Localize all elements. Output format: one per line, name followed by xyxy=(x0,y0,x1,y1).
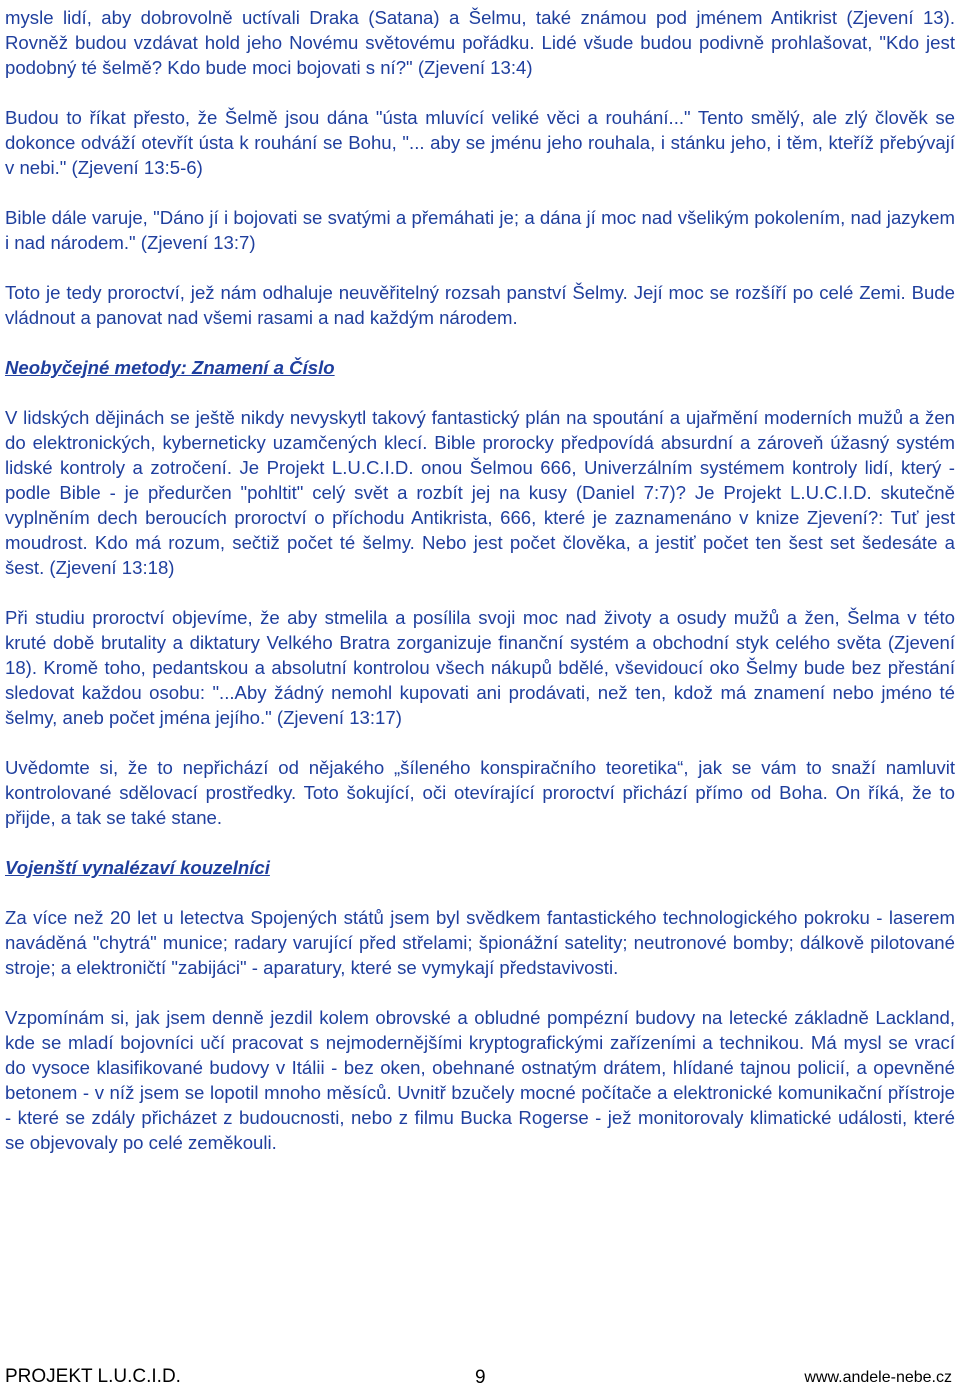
paragraph-draka: mysle lidí, aby dobrovolně uctívali Draka (Satana) a Šelmu, také známou pod jménem Antikrist (Zjevení 13). Rovněž budou vzdávat hold jeho Novému světovému pořádku. Lidé všude budou podivně prohlašovat, "Kdo jest podobný té šelmě? Kdo bude moci bojovati s ní?" (Zjevení 13:4) xyxy=(5,7,955,78)
footer-document-title: PROJEKT L.U.C.I.D. xyxy=(5,1366,181,1387)
document-body xyxy=(5,5,955,1180)
page-footer xyxy=(5,1366,952,1390)
paragraph-lackland: Vzpomínám si, jak jsem denně jezdil kolem obrovské a obludné pompézní budovy na letecké základně Lackland, kde se mladí bojovníci učí pracovat s nejmodernějšími kryptografickými zařízeními a technikou. Má mysl se vrací do vysoce klasifikované budovy v Itálii - bez oken, obehnané ostnatým drátem, hlídané tajnou policií, a opevněné betonem - v níž jsem se lopotil mnoho měsíců. Uvnitř bzučely mocné počítače a elektronické komunikační přístroje - které se zdály přicházet z budoucnosti, nebo z filmu Bucka Rogerse - jež monitorovaly klimatické události, které se objevovaly po celé zeměkouli. xyxy=(5,1007,955,1153)
heading-vojensti-kouzelnici: Vojenští vynalézaví kouzelníci xyxy=(5,857,270,878)
paragraph-usta: Budou to říkat přesto, že Šelmě jsou dána "ústa mluvící veliké věci a rouhání..." Tento smělý, ale zlý člověk se dokonce odváží otevřít ústa k rouhání se Bohu, "... aby se jménu jeho rouhala, i stánku jeho, i těm, kteříž přebývají v nebi." (Zjevení 13:5-6) xyxy=(5,107,955,178)
paragraph-letectvo: Za více než 20 let u letectva Spojených států jsem byl svědkem fantastického technologického pokroku - laserem naváděná "chytrá" munice; radary varující před střelami; špionážní satelity; neutronové bomby; dálkově pilotované stroje; a elektroničtí "zabijáci" - aparatury, které se vymykají představivosti. xyxy=(5,907,955,978)
paragraph-bojovati: Bible dále varuje, "Dáno jí i bojovati se svatými a přemáhati je; a dána jí moc nad všelikým pokolením, nad jazykem i nad národem." (Zjevení 13:7) xyxy=(5,207,955,253)
footer-website-link[interactable]: www.andele-nebe.cz xyxy=(804,1369,952,1386)
heading-neobycejne-metody: Neobyčejné metody: Znamení a Číslo xyxy=(5,357,335,378)
footer-page-number: 9 xyxy=(475,1367,486,1388)
paragraph-znameni: Při studiu proroctví objevíme, že aby stmelila a posílila svoji moc nad životy a osudy mužů a žen, Šelma v této kruté době brutality a diktatury Velkého Bratra zorganizuje finanční systém a obchodní styk celého světa (Zjevení 18). Kromě toho, pedantskou a absolutní kontrolou všech nákupů bdělé, vševidoucí oko Šelmy bude bez přestání sledovat každou osobu: "...Aby žádný nemohl kupovati ani prodávati, než ten, kdož má znamení nebo jméno té šelmy, aneb počet jména jejího." (Zjevení 13:17) xyxy=(5,607,955,728)
paragraph-lucid-666: V lidských dějinách se ještě nikdy nevyskytl takový fantastický plán na spoutání a ujařmění moderních mužů a žen do elektronických, kyberneticky uzamčených klecí. Bible prorocky předpovídá absurdní a zároveň úžasný systém lidské kontroly a zotročení. Je Projekt L.U.C.I.D. onou Šelmou 666, Univerzálním systémem kontroly lidí, který - podle Bible - je předurčen "pohltit" celý svět a rozbít jej na kusy (Daniel 7:7)? Je Projekt L.U.C.I.D. skutečně vyplněním dech beroucích proroctví o příchodu Antikrista, 666, které je zaznamenáno v knize Zjevení?: Tuť jest moudrost. Kdo má rozum, sečtiž počet té šelmy. Nebo jest počet člověka, a jestiť počet ten šest set šedesáte a šest. (Zjevení 13:18) xyxy=(5,407,955,578)
paragraph-proroctvi: Toto je tedy proroctví, jež nám odhaluje neuvěřitelný rozsah panství Šelmy. Její moc se rozšíří po celé Zemi. Bude vládnout a panovat nad všemi rasami a nad každým národem. xyxy=(5,282,955,328)
paragraph-uvedomte: Uvědomte si, že to nepřichází od nějakého „šíleného konspiračního teoretika“, jak se vám to snaží namluvit kontrolované sdělovací prostředky. Toto šokující, oči otevírající proroctví přichází přímo od Boha. On říká, že to přijde, a tak se také stane. xyxy=(5,757,955,828)
